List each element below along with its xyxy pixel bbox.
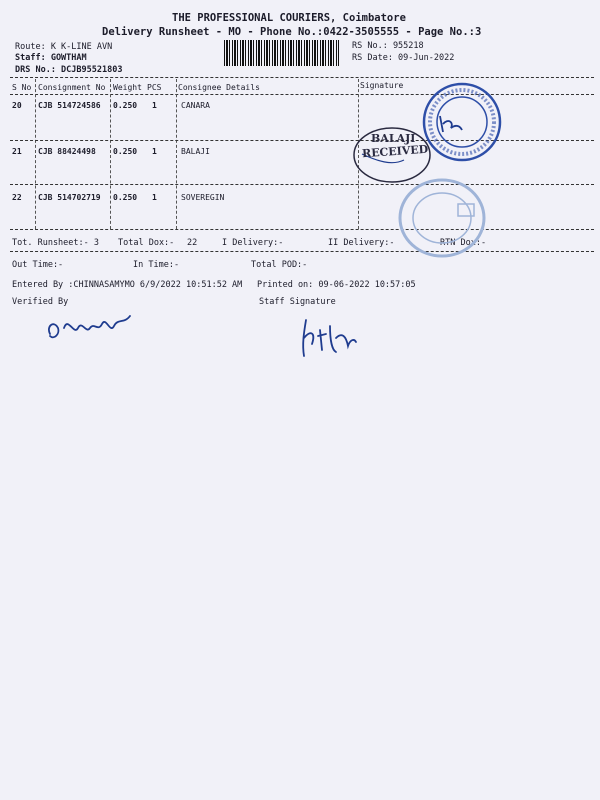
col-consignment: Consignment No — [38, 83, 106, 92]
divider — [10, 251, 594, 252]
row-consignee: SOVEREGIN — [181, 193, 225, 202]
rtn-dox: RTN Dox:- — [440, 238, 487, 248]
row-consignment: CJB 514724586 — [38, 101, 101, 110]
rs-date: RS Date: 09-Jun-2022 — [352, 53, 455, 63]
total-dox-label: Total Dox:- — [118, 238, 175, 248]
row-pcs: 1 — [152, 147, 157, 156]
total-runsheet: Tot. Runsheet:- 3 — [12, 238, 99, 248]
route-text: Route: K K-LINE AVN — [15, 42, 113, 52]
printed-on: Printed on: 09-06-2022 10:57:05 — [257, 280, 416, 290]
entered-by: Entered By :CHINNASAMYMO 6/9/2022 10:51:52 AM — [12, 280, 243, 290]
divider — [10, 94, 594, 95]
rs-number: RS No.: 955218 — [352, 41, 424, 51]
total-pod: Total POD:- — [251, 260, 308, 270]
row-sno: 22 — [12, 193, 22, 202]
i-delivery: I Delivery:- — [222, 238, 284, 248]
received-stamp-line2: RECEIVED — [361, 142, 429, 161]
staff-signature-label: Staff Signature — [259, 297, 336, 307]
col-separator — [35, 79, 36, 229]
col-separator — [110, 79, 111, 229]
received-stamp-line1: BALAJI — [371, 132, 416, 145]
col-pcs: PCS — [147, 83, 162, 92]
col-sno: S No — [12, 83, 32, 92]
verified-by-label: Verified By — [12, 297, 69, 307]
row-pcs: 1 — [152, 193, 157, 202]
row-weight: 0.250 — [113, 193, 138, 202]
ii-delivery: II Delivery:- — [328, 238, 395, 248]
row-consignment: CJB 514702719 — [38, 193, 101, 202]
divider — [10, 229, 594, 230]
company-title: THE PROFESSIONAL COURIERS, Coimbatore — [172, 12, 406, 24]
barcode — [224, 40, 339, 66]
row-consignee: CANARA — [181, 101, 210, 110]
out-time: Out Time:- — [12, 260, 64, 270]
row-weight: 0.250 — [113, 147, 138, 156]
runsheet-subtitle: Delivery Runsheet - MO - Phone No.:0422-3505555 - Page No.:3 — [102, 26, 482, 38]
col-weight: Weight — [113, 83, 142, 92]
row-weight: 0.250 — [113, 101, 138, 110]
drs-number: DRS No.: DCJB95521803 — [15, 65, 123, 75]
col-consignee: Consignee Details — [178, 83, 260, 92]
col-signature: Signature — [360, 81, 404, 90]
total-dox-value: 22 — [187, 238, 198, 248]
staff-text: Staff: GOWTHAM — [15, 53, 87, 63]
row-consignee: BALAJI — [181, 147, 210, 156]
seal-signature-icon — [436, 112, 466, 136]
staff-signature — [296, 316, 360, 362]
verified-by-signature — [40, 306, 140, 346]
row-consignment: CJB 88424498 — [38, 147, 96, 156]
divider — [10, 184, 594, 185]
col-separator — [176, 79, 177, 229]
divider — [10, 140, 594, 141]
row-sno: 20 — [12, 101, 22, 110]
in-time: In Time:- — [133, 260, 180, 270]
faded-round-stamp — [396, 176, 488, 260]
divider — [10, 77, 594, 78]
row-sno: 21 — [12, 147, 22, 156]
row-pcs: 1 — [152, 101, 157, 110]
